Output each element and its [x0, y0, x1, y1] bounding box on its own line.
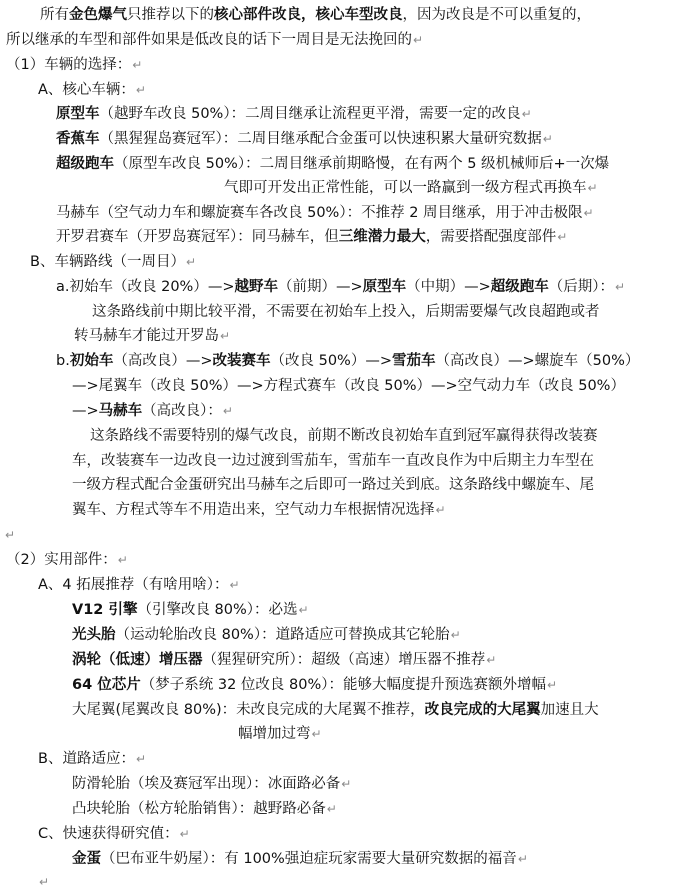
core-vehicle-item	[56, 227, 567, 249]
part-desc: （猩猩研究所）：超级（高速）增压器不推荐	[202, 652, 486, 668]
route-b-desc	[72, 500, 446, 522]
part-item	[72, 625, 461, 647]
part-desc: （运动轮胎改良 80%）：道路适应可替换成其它轮胎	[115, 627, 450, 643]
route-vehicle: 马赫车	[98, 403, 143, 419]
text: 所以继承的车型和部件如果是低改良的话下一周目是无法挽回的	[6, 32, 412, 48]
vehicle-name: 超级跑车	[56, 156, 114, 172]
paragraph-mark-icon: ↵	[413, 33, 424, 47]
paragraph-mark-icon: ↵	[326, 802, 337, 816]
heading-text: A、核心车辆：	[38, 82, 135, 98]
paragraph-mark-icon: ↵	[39, 875, 50, 889]
route-b-desc	[72, 475, 594, 497]
vehicle-desc: （越野车改良 50%）：二周目继承让流程更平滑，需要一定的改良	[99, 106, 521, 122]
paragraph-mark-icon: ↵	[220, 329, 231, 343]
section-1-heading	[6, 55, 142, 77]
paragraph-mark-icon: ↵	[135, 752, 147, 766]
route-a-line	[56, 277, 625, 299]
core-vehicle-item	[56, 129, 553, 151]
intro-line-2	[6, 30, 423, 52]
part-item-continuation	[238, 724, 322, 746]
route-text: （高改良）—>	[113, 353, 213, 369]
heading-text: B、车辆路线（一周目）	[30, 254, 185, 270]
route-text: （前期）—>	[277, 279, 363, 295]
paragraph-mark-icon: ↵	[521, 107, 532, 121]
vehicle-desc: （黑猩猩岛赛冠军）：二周目继承配合金蛋可以快速积累大量研究数据	[99, 131, 542, 147]
paragraph-mark-icon: ↵	[298, 603, 309, 617]
route-text: —>	[72, 403, 99, 419]
paragraph-mark-icon: ↵	[132, 58, 143, 72]
heading-text: C、快速获得研究值：	[38, 826, 179, 842]
route-text: —>尾翼车（改良 50%）—>方程式赛车（改良 50%）—>空气动力车（改良 50%）	[72, 378, 625, 394]
part-item	[72, 700, 599, 722]
paragraph-mark-icon: ↵	[117, 553, 128, 567]
part-item	[72, 675, 557, 697]
part-desc: 加速且大	[540, 702, 599, 718]
text: 所有	[40, 7, 69, 23]
vehicle-desc: ，需要搭配强度部件	[425, 229, 557, 245]
paragraph-mark-icon: ↵	[587, 181, 598, 195]
road-desc: 防滑轮胎（埃及赛冠军出现）：冰面路必备	[72, 776, 341, 792]
route-text: （中期）—>	[406, 279, 491, 295]
paragraph-mark-icon: ↵	[341, 777, 352, 791]
paragraph-mark-icon: ↵	[229, 578, 240, 592]
paragraph-mark-icon: ↵	[583, 206, 594, 220]
item-desc: （巴布亚牛奶屋）：有 100%强迫症玩家需要大量研究数据的福音	[101, 851, 517, 867]
part-item	[72, 650, 496, 672]
text: 只推荐以下的	[127, 7, 214, 23]
part-name: 涡轮（低速）增压器	[72, 652, 203, 668]
route-desc: 转马赫车才能过开罗岛	[74, 328, 219, 344]
route-text: （后期）：	[548, 279, 615, 295]
route-vehicle: 越野车	[234, 279, 278, 295]
part-desc: 幅增加过弯	[238, 726, 311, 742]
vehicle-desc: 开罗君赛车（开罗岛赛冠军）：同马赫车，但	[56, 229, 339, 245]
heading-text: A、4 拓展推荐（有啥用啥）：	[38, 577, 229, 593]
section-2c-heading	[38, 824, 190, 846]
vehicle-desc: 马赫车（空气动力车和螺旋赛车各改良 50%）：不推荐 2 周目继承，用于冲击极限	[56, 205, 583, 221]
part-item	[72, 600, 309, 622]
road-item	[72, 799, 337, 821]
paragraph-mark-icon: ↵	[542, 132, 553, 146]
route-text: b.	[56, 353, 70, 369]
part-desc: （梦子系统 32 位改良 80%）：能够大幅度提升预选赛额外增幅	[140, 677, 546, 693]
empty-paragraph	[4, 525, 15, 547]
paragraph-mark-icon: ↵	[517, 852, 528, 866]
road-desc: 凸块轮胎（松方轮胎销售）：越野路必备	[72, 801, 326, 817]
bold-text: 核心部件改良，核心车型改良	[214, 7, 403, 23]
section-2a-heading	[38, 575, 240, 597]
route-b-line	[56, 351, 639, 373]
paragraph-mark-icon: ↵	[5, 528, 16, 542]
part-desc: （引擎改良 80%）：必选	[137, 602, 298, 618]
route-vehicle: 改装赛车	[212, 353, 271, 369]
heading-text: （1）车辆的选择：	[6, 57, 132, 73]
paragraph-mark-icon: ↵	[222, 404, 233, 418]
road-item	[72, 774, 351, 796]
part-name: 64 位芯片	[72, 677, 141, 693]
text: ，因为改良是不可以重复的，	[402, 7, 591, 23]
core-vehicle-item-continuation	[224, 178, 598, 200]
route-text: （高改良）—>螺旋车（50%）	[435, 353, 640, 369]
paragraph-mark-icon: ↵	[486, 653, 497, 667]
item-name: 金蛋	[72, 851, 101, 867]
route-desc: 这条路线不需要特别的爆气改良，前期不断改良初始车直到冠军赢得获得改装赛	[90, 428, 598, 444]
vehicle-desc: （原型车改良 50%）：二周目继承前期略慢，在有两个 5 级机械师后+一次爆	[114, 156, 610, 172]
heading-text: （2）实用部件：	[6, 552, 117, 568]
route-desc: 车，改装赛车一边改良一边过渡到雪茄车，雪茄车一直改良作为中后期主力车型在	[72, 453, 594, 469]
bold-text: 金色爆气	[69, 7, 127, 23]
paragraph-mark-icon: ↵	[615, 280, 626, 294]
route-a-desc	[92, 302, 600, 324]
route-vehicle: 原型车	[362, 279, 407, 295]
bold-text: 三维潜力最大	[338, 229, 426, 245]
route-vehicle: 超级跑车	[490, 279, 549, 295]
route-b-line	[72, 401, 233, 423]
part-name: V12 引擎	[72, 602, 138, 618]
vehicle-name: 原型车	[56, 106, 100, 122]
core-vehicle-item	[56, 203, 594, 225]
section-1b-heading	[30, 252, 196, 274]
paragraph-mark-icon: ↵	[547, 678, 558, 692]
intro-line-1	[40, 5, 591, 27]
vehicle-desc: 气即可开发出正常性能，可以一路赢到一级方程式再换车	[224, 180, 587, 196]
heading-text: B、道路适应：	[38, 751, 135, 767]
paragraph-mark-icon: ↵	[185, 255, 197, 269]
vehicle-name: 香蕉车	[56, 131, 100, 147]
route-b-line	[72, 376, 625, 398]
paragraph-mark-icon: ↵	[179, 827, 190, 841]
route-desc: 这条路线前中期比较平滑，不需要在初始车上投入，后期需要爆气改良超跑或者	[92, 304, 600, 320]
route-vehicle: 雪茄车	[391, 353, 436, 369]
route-b-desc	[72, 451, 594, 473]
route-a-desc	[74, 326, 230, 348]
paragraph-mark-icon: ↵	[557, 230, 568, 244]
route-vehicle: 初始车	[69, 353, 114, 369]
paragraph-mark-icon: ↵	[311, 727, 322, 741]
route-text: （高改良）：	[142, 403, 222, 419]
paragraph-mark-icon: ↵	[435, 503, 446, 517]
bold-text: 改良完成的大尾翼	[424, 702, 541, 718]
core-vehicle-item	[56, 104, 532, 126]
empty-paragraph	[38, 872, 49, 894]
paragraph-mark-icon: ↵	[450, 628, 461, 642]
part-desc: 大尾翼(尾翼改良 80%)：未改良完成的大尾翼不推荐，	[72, 702, 425, 718]
route-b-desc	[90, 426, 598, 448]
part-name: 光头胎	[72, 627, 116, 643]
section-1a-heading	[38, 80, 146, 102]
section-2b-heading	[38, 749, 146, 771]
research-item	[72, 849, 528, 871]
route-desc: 翼车、方程式等车不用造出来，空气动力车根据情况选择	[72, 502, 435, 518]
section-2-heading	[6, 550, 128, 572]
route-text: a.初始车（改良 20%）—>	[56, 279, 235, 295]
core-vehicle-item	[56, 154, 609, 176]
route-desc: 一级方程式配合金蛋研究出马赫车之后即可一路过关到底。这条路线中螺旋车、尾	[72, 477, 594, 493]
paragraph-mark-icon: ↵	[135, 83, 146, 97]
route-text: （改良 50%）—>	[270, 353, 392, 369]
